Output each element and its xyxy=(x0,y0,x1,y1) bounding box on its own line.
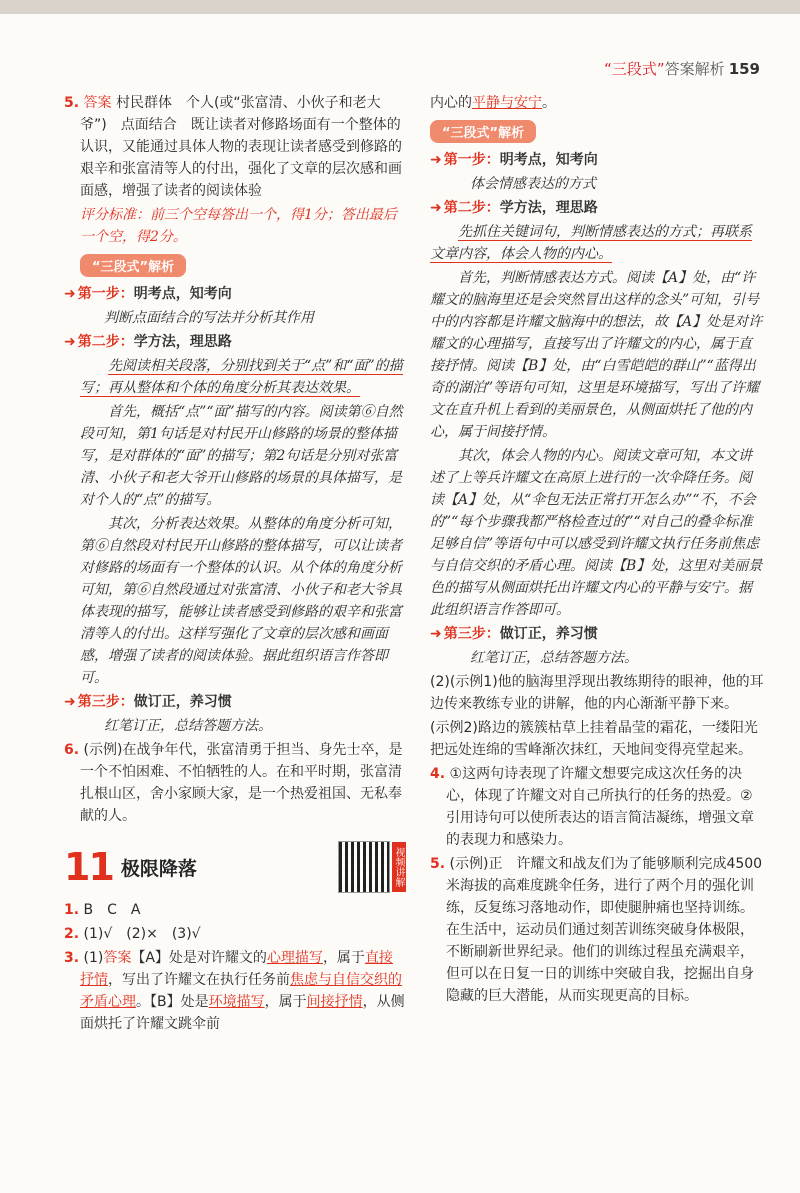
question-number: 6. xyxy=(64,742,80,758)
section-title xyxy=(64,843,406,891)
qr-code-icon[interactable] xyxy=(338,841,390,893)
analysis-para-1: 首先，概括“点”“面”描写的内容。阅读第⑥自然段可知，第1句话是对村民开山修路的场景的整体描写，是对群体的“面”的描写；第2句话是分别对张富清、小伙子和老大爷开山修路的场景的具体描写，是对个人的“点”的描写。 xyxy=(80,404,403,508)
header-brand: “三段式” xyxy=(604,60,665,78)
left-column xyxy=(64,92,406,1037)
scan-edge xyxy=(0,0,800,14)
answer-text: 村民群体 个人(或“张富清、小伙子和老大爷”) 点面结合 既让读者对修路场面有一个整体的认识，又能通过具体人物的表现让读者感受到修路的艰辛和张富清等人的付出，强化了文章的层次感和画面感，增强了读者的阅读体验 xyxy=(80,95,402,199)
page-number: 159 xyxy=(728,60,760,78)
step-2: ➜ 第二步：学方法，理思路 xyxy=(64,334,232,350)
right-column xyxy=(430,92,764,1009)
analysis-para-1: 首先，判断情感表达方式。阅读【A】处，由“许耀文的脑海里还是会突然冒出这样的念头”可知，引号中的内容都是许耀文脑海中的想法，故【A】处是对许耀文的心理描写，直接写出了许耀文的内心，属于直接抒情。阅读【B】处，由“白雪皑皑的群山”“蓝得出奇的湖泊”等语句可知，这里是环境描写，写出了许耀文在直升机上看到的美丽景色，从侧面烘托了他的内心，属于间接抒情。 xyxy=(430,270,763,440)
analysis-para-2: 其次，体会人物的内心。阅读文章可知，本文讲述了上等兵许耀文在高原上进行的一次伞降任务。阅读【A】处，从“伞包无法正常打开怎么办”“不，不会的”“每个步骤我都严格检查过的”“对自己的叠伞标准足够自信”等语句中可以感受到许耀文执行任务前焦虑与自信交织的矛盾心理。阅读【B】处，这里对美丽景色的描写从侧面烘托出许耀文内心的平静与安宁。据此组织语言作答即可。 xyxy=(430,448,763,618)
arrow-icon: ➜ xyxy=(64,286,76,302)
arrow-icon: ➜ xyxy=(430,200,442,216)
section-name: 极限降落 xyxy=(120,857,197,880)
question-6-answer: 6. (示例)在战争年代，张富清勇于担当、身先士卒，是一个不怕困难、不怕牺牲的人。在和平时期，张富清扎根山区，舍小家顾大家，是一个热爱祖国、无私奉献的人。 xyxy=(64,742,403,824)
scoring-standard: 评分标准：前三个空每答出一个，得1分；答出最后一个空，得2分。 xyxy=(80,207,397,245)
step-1-text: 体会情感表达的方式 xyxy=(470,176,596,192)
example-2: (示例2)路边的簇簇枯草上挂着晶莹的霜花，一缕阳光把远处连绵的雪峰渐次抹红，天地间变得亮堂起来。 xyxy=(430,720,758,758)
example-1: (2)(示例1)他的脑海里浮现出教练期待的眼神，他的耳边传来教练专业的讲解，他的内心渐渐平静下来。 xyxy=(430,674,764,712)
step-2-text: 先抓住关键词句，判断情感表达的方式；再联系文章内容，体会人物的内心。 xyxy=(430,224,752,262)
question-5-answer xyxy=(64,92,406,202)
header-title: 答案解析 xyxy=(664,60,725,78)
step-3: ➜ 第三步：做订正，养习惯 xyxy=(64,694,232,710)
answer-3: 3. (1)答案【A】处是对许耀文的心理描写，属于直接抒情，写出了许耀文在执行任务前焦虑与自信交织的矛盾心理。【B】处是环境描写，属于间接抒情，从侧面烘托了许耀文跳伞前 xyxy=(64,950,405,1032)
answer-1: 1. B C A xyxy=(64,902,141,918)
page-header xyxy=(604,58,760,79)
question-number: 5. xyxy=(64,95,80,111)
step-2-text: 先阅读相关段落，分别找到关于“点”和“面”的描写；再从整体和个体的角度分析其表达效果。 xyxy=(80,358,403,396)
arrow-icon: ➜ xyxy=(430,626,442,642)
answer-label: 答案 xyxy=(83,95,112,111)
step-2: ➜ 第二步：学方法，理思路 xyxy=(430,200,598,216)
step-3: ➜ 第三步：做订正，养习惯 xyxy=(430,626,598,642)
step-3-text: 红笔订正，总结答题方法。 xyxy=(470,650,638,666)
step-1: ➜ 第一步：明考点，知考向 xyxy=(430,152,598,168)
continued-text: 内心的平静与安宁。 xyxy=(430,95,556,111)
arrow-icon: ➜ xyxy=(430,152,442,168)
step-3-text: 红笔订正，总结答题方法。 xyxy=(104,718,272,734)
video-tag: 视频讲解 xyxy=(392,842,406,892)
analysis-para-2: 其次，分析表达效果。从整体的角度分析可知，第⑥自然段对村民开山修路的整体描写，可以让读者对修路的场面有一个整体的认识。从个体的角度分析可知，第⑥自然段通过对张富清、小伙子和老大爷具体表现的描写，能够让读者感受到修路的艰辛和张富清等人的付出。这样写强化了文章的层次感和画面感，增强了读者的阅读体验。据此组织语言作答即可。 xyxy=(80,516,402,686)
step-1-text: 判断点面结合的写法并分析其作用 xyxy=(104,310,314,326)
answer-2: 2. (1)√ (2)× (3)√ xyxy=(64,926,201,942)
question-4-answer: 4. ①这两句诗表现了许耀文想要完成这次任务的决心，体现了许耀文对自己所执行的任务的热爱。②引用诗句可以使所表达的语言简洁凝练，增强文章的表现力和感染力。 xyxy=(430,766,754,848)
analysis-badge: “三段式”解析 xyxy=(80,254,186,277)
arrow-icon: ➜ xyxy=(64,334,76,350)
analysis-badge: “三段式”解析 xyxy=(430,120,536,143)
question-5-answer: 5. (示例)正 许耀文和战友们为了能够顺利完成4500米海拔的高难度跳伞任务，进行了两个月的强化训练，反复练习落地动作，即使腿肿痛也坚持训练。在生活中，运动员们通过刻苦训练突破身体极限，不断刷新世界纪录。他们的训练过程虽充满艰辛，但可以在日复一日的训练中突破自我，挖掘出自身隐藏的巨大潜能，从而实现更高的目标。 xyxy=(430,856,763,1004)
step-1: ➜ 第一步：明考点，知考向 xyxy=(64,286,232,302)
arrow-icon: ➜ xyxy=(64,694,76,710)
section-number: 11 xyxy=(64,845,113,889)
